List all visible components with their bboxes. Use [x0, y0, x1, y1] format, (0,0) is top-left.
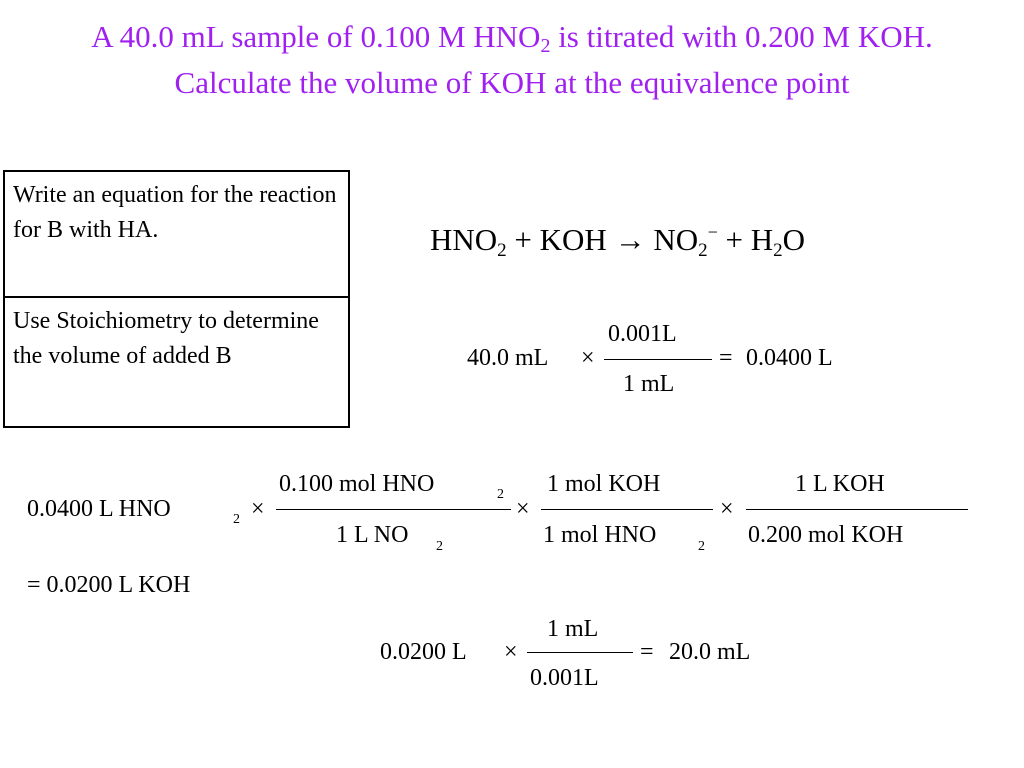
title-subscript: 2: [540, 35, 551, 57]
calc2-f1-denominator-subscript: 2: [436, 539, 443, 554]
product-water-o: O: [782, 222, 806, 257]
fraction-bar: [604, 359, 712, 360]
plus-sign: +: [717, 222, 751, 257]
times-sign: ×: [516, 496, 530, 522]
calc3-numerator: 1 mL: [547, 616, 599, 642]
reactant-base: KOH: [539, 222, 607, 257]
product-nitrite-subscript: 2: [698, 240, 708, 261]
times-sign: ×: [251, 496, 265, 522]
calc1-denominator: 1 mL: [623, 371, 675, 397]
calc2-result: = 0.0200 L KOH: [27, 572, 191, 598]
steps-row: [4, 297, 349, 427]
fraction-bar: [276, 509, 511, 510]
times-sign: ×: [581, 345, 595, 371]
calc2-f3-denominator: 0.200 mol KOH: [748, 522, 904, 548]
calc2-f2-numerator: 1 mol KOH: [547, 471, 661, 497]
calc2-start-subscript: 2: [233, 512, 240, 527]
title-part1: A 40.0 mL sample of 0.100 M HNO: [91, 19, 541, 54]
fraction-bar: [746, 509, 968, 510]
calc2-f1-numerator-subscript: 2: [497, 487, 504, 502]
product-nitrite-charge: −: [707, 222, 718, 242]
calc1-left: 40.0 mL: [467, 345, 549, 371]
times-sign: ×: [720, 496, 734, 522]
product-water-subscript: 2: [773, 240, 783, 261]
calc2-f2-denominator-subscript: 2: [698, 539, 705, 554]
calc2-f1-numerator: 0.100 mol HNO: [279, 471, 435, 497]
slide-title: [60, 14, 964, 106]
step-stoichiometry: Use Stoichiometry to determine the volume of added B: [4, 297, 349, 427]
equals-sign: =: [640, 639, 654, 665]
equals-sign: =: [719, 345, 733, 371]
reaction-arrow-icon: →: [606, 222, 654, 257]
product-water: H: [750, 222, 774, 257]
calc3-left: 0.0200 L: [380, 639, 467, 665]
calc2-start: 0.0400 L HNO: [27, 496, 171, 522]
steps-table: [3, 170, 350, 428]
title-part2: is titrated with 0.200 M KOH. Calculate the volume of KOH at the equivalence point: [174, 19, 933, 100]
fraction-bar: [541, 509, 713, 510]
step-write-equation: Write an equation for the reaction for B with HA.: [4, 171, 349, 297]
calc2-f2-denominator: 1 mol HNO: [543, 522, 657, 548]
fraction-bar: [527, 652, 633, 653]
reactant-acid: HNO: [430, 222, 498, 257]
reaction-equation: [430, 222, 806, 261]
plus-sign: +: [506, 222, 540, 257]
calc1-numerator: 0.001L: [608, 321, 677, 347]
calc3-denominator: 0.001L: [530, 665, 599, 691]
times-sign: ×: [504, 639, 518, 665]
steps-row: [4, 171, 349, 297]
calc3-result: 20.0 mL: [669, 639, 751, 665]
product-nitrite: NO: [653, 222, 699, 257]
reactant-acid-subscript: 2: [497, 240, 507, 261]
calc1-result: 0.0400 L: [746, 345, 833, 371]
calc2-f1-denominator: 1 L NO: [336, 522, 409, 548]
calc2-f3-numerator: 1 L KOH: [795, 471, 885, 497]
